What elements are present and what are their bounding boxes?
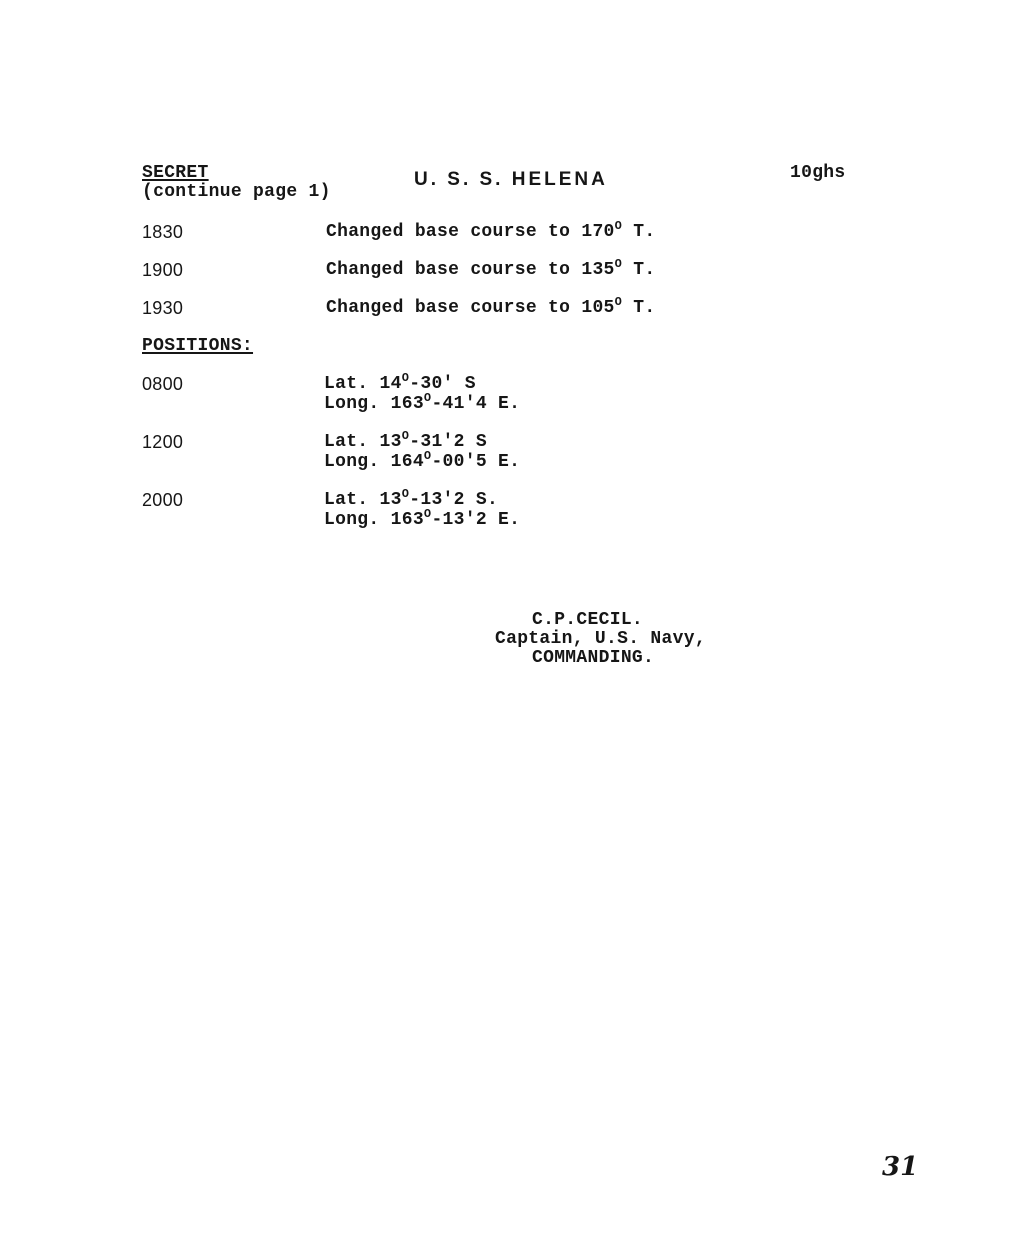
- entry-time: 1930: [142, 298, 184, 318]
- entry-text: Changed base course to $105^O$ T.: [326, 295, 656, 318]
- entry-text: Changed base course to $170^O$ T.: [326, 219, 656, 242]
- position-time: 0800: [142, 374, 184, 394]
- positions-heading: POSITIONS:: [142, 336, 254, 356]
- continue-label: (continue page 1): [142, 182, 331, 202]
- signature-rank: Captain, U.S. Navy,: [495, 629, 706, 649]
- longitude: Long. $163^O-13'2$ E.: [324, 507, 521, 530]
- page-number: 31: [882, 1152, 919, 1182]
- entry-text: Changed base course to $135^O$ T.: [326, 257, 656, 280]
- longitude: Long. $163^O-41'4$ E.: [324, 391, 521, 414]
- time-reference: 10ghs: [790, 163, 846, 183]
- entry-time: 1830: [142, 222, 184, 242]
- signature-name: C.P.CECIL.: [532, 610, 644, 630]
- position-time: 2000: [142, 490, 184, 510]
- ship-title: U. S. S. HELENA: [414, 169, 608, 190]
- longitude: Long. $164^O-00'5$ E.: [324, 449, 521, 472]
- latitude: Lat. $13^O-31'2$ S: [324, 429, 487, 452]
- position-time: 1200: [142, 432, 184, 452]
- latitude: Lat. $14^O-30'$ S: [324, 371, 476, 394]
- entry-time: 1900: [142, 260, 184, 280]
- secret-label: SECRET: [142, 163, 209, 183]
- latitude: Lat. $13^O-13'2$ S.: [324, 487, 499, 510]
- signature-role: COMMANDING.: [532, 648, 655, 668]
